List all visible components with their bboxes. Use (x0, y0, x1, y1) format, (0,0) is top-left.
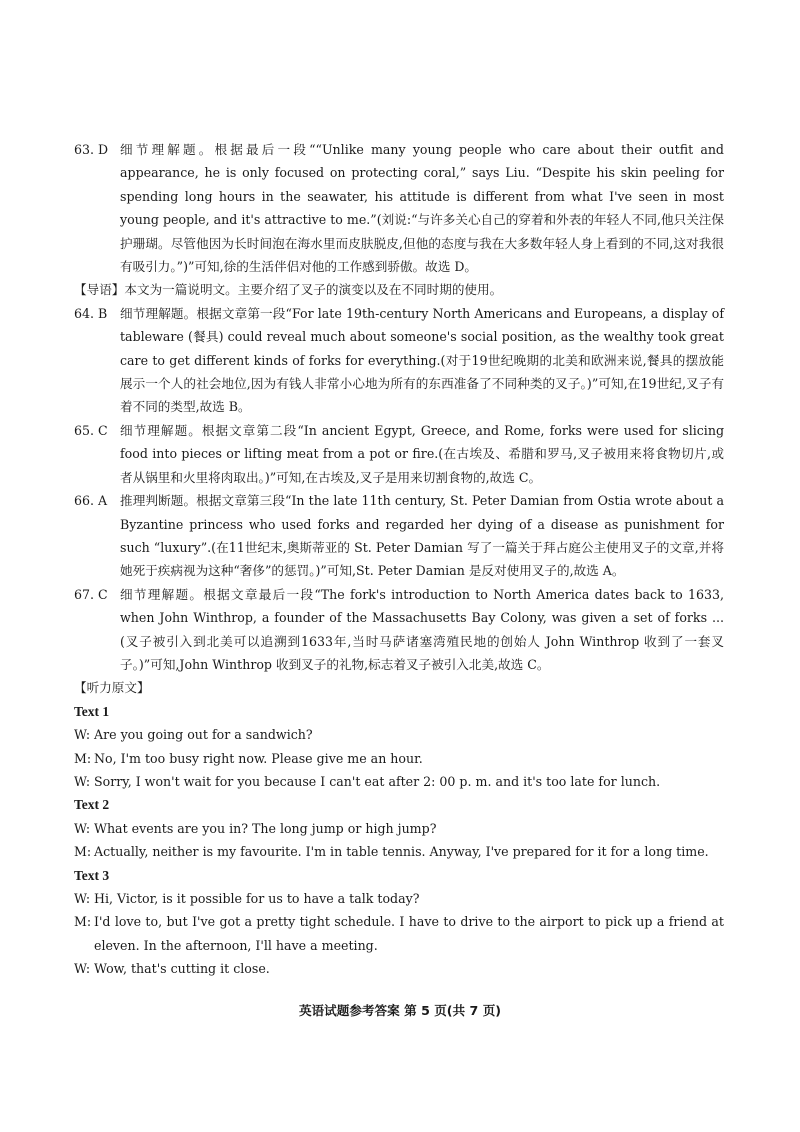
answer-document (0, 138, 800, 981)
answer-explanation: 细节理解题。根据文章最后一段“The fork's introduction to North America dates back to 1633, when John Winthrop, a founder of the Massachusetts Bay Colony, was given a set of forks ...(叉子被引入到北美可以追溯到1633年,当时马萨诸塞湾殖民地的创始人 John Winthrop 收到了一套叉子。)”可知,John Winthrop 收到叉子的礼物,标志着叉子被引入北美,故选 C。 (120, 586, 724, 672)
dialogue-text: Sorry, I won't wait for you because I can't eat after 2: 00 p. m. and it's too late for lunch. (94, 773, 661, 789)
answer-64 (0, 302, 800, 419)
answer-explanation: 细节理解题。根据文章第二段“In ancient Egypt, Greece, and Rome, forks were used for slicing food into pieces or lifting meat from a pot or fire.(在古埃及、希腊和罗马,叉子被用来将食物切片,或者从锅里和火里将肉取出。)”可知,在古埃及,叉子是用来切割食物的,故选 C。 (120, 422, 724, 485)
answer-number: 66. A (74, 493, 108, 509)
answer-explanation: 细节理解题。根据文章第一段“For late 19th-century North Americans and Europeans, a display of tableware (餐具) could reveal much about someone's social position, as the wealthy took great care to get different kinds of forks for everything.(对于19世纪晚期的北美和欧洲来说,餐具的摆放能展示一个人的社会地位,因为有钱人非常小心地为所有的东西准备了不同种类的叉子。)”可知,在19世纪,叉子有着不同的类型,故选 B。 (120, 305, 724, 415)
answer-number: 63. D (74, 142, 109, 157)
text-1-title: Text 1 (74, 703, 110, 719)
dialogue-line (0, 840, 800, 863)
dialogue-line (0, 887, 800, 910)
text-3-title: Text 3 (74, 867, 110, 883)
answer-66 (0, 489, 800, 583)
answer-67 (0, 583, 800, 677)
answer-number: 67. C (74, 586, 108, 602)
dialogue-line (0, 817, 800, 840)
speaker-label: W: (74, 773, 91, 789)
speaker-label: M: (74, 844, 92, 860)
answer-number: 65. C (74, 422, 108, 438)
answer-explanation: 推理判断题。根据文章第三段“In the late 11th century, St. Peter Damian from Ostia wrote about a Byzantine princess who used forks and regarded her dying of a disease as punishment for such “luxury”.(在11世纪末,奥斯蒂亚的 St. Peter Damian 写了一篇关于拜占庭公主使用叉子的文章,并将她死于疾病视为这种“奢侈”的惩罚。)”可知,St. Peter Damian 是反对使用叉子的,故选 A。 (120, 493, 724, 579)
guide-paragraph: 【导语】本文为一篇说明文。主要介绍了叉子的演变以及在不同时期的使用。 (74, 282, 503, 298)
speaker-label: W: (74, 820, 91, 836)
speaker-label: W: (74, 727, 91, 743)
dialogue-text: Actually, neither is my favourite. I'm in table tennis. Anyway, I've prepared for it for a long time. (94, 844, 709, 860)
dialogue-text: Are you going out for a sandwich? (94, 727, 313, 743)
dialogue-line (0, 723, 800, 746)
speaker-label: M: (74, 750, 92, 766)
speaker-label: W: (74, 961, 91, 977)
page-footer: 英语试题参考答案 第 5 页(共 7 页) (298, 1003, 502, 1018)
dialogue-line (0, 910, 800, 957)
dialogue-text: Hi, Victor, is it possible for us to have a talk today? (94, 891, 420, 906)
speaker-label: W: (74, 891, 91, 906)
dialogue-line (0, 747, 800, 770)
dialogue-text: No, I'm too busy right now. Please give me an hour. (94, 750, 423, 766)
answer-number: 64. B (74, 305, 108, 321)
dialogue-text: What events are you in? The long jump or high jump? (94, 820, 437, 836)
listening-header: 【听力原文】 (74, 680, 150, 696)
dialogue-line (0, 770, 800, 793)
answer-explanation: 细节理解题。根据最后一段““Unlike many young people who care about their outfit and appearance, he is only focused on protecting coral,” says Liu. “Despite his skin peeling for spending long hours in the seawater, his attitude is different from what I've seen in most young people, and it's attractive to me.”(刘说:“与许多关心自己的穿着和外表的年轻人不同,他只关注保护珊瑚。尽管他因为长时间泡在海水里而皮肤脱皮,但他的态度与我在大多数年轻人身上看到的不同,这对我很有吸引力。”)”可知,徐的生活伴侣对他的工作感到骄傲。故选 D。 (120, 142, 724, 275)
dialogue-line (0, 957, 800, 980)
speaker-label: M: (74, 914, 92, 930)
answer-65 (0, 419, 800, 489)
text-2-title: Text 2 (74, 797, 110, 813)
dialogue-text: Wow, that's cutting it close. (94, 961, 270, 977)
dialogue-text: I'd love to, but I've got a pretty tight schedule. I have to drive to the airport to pick up a friend at eleven. In the afternoon, I'll have a meeting. (94, 914, 724, 953)
answer-63 (0, 138, 800, 278)
